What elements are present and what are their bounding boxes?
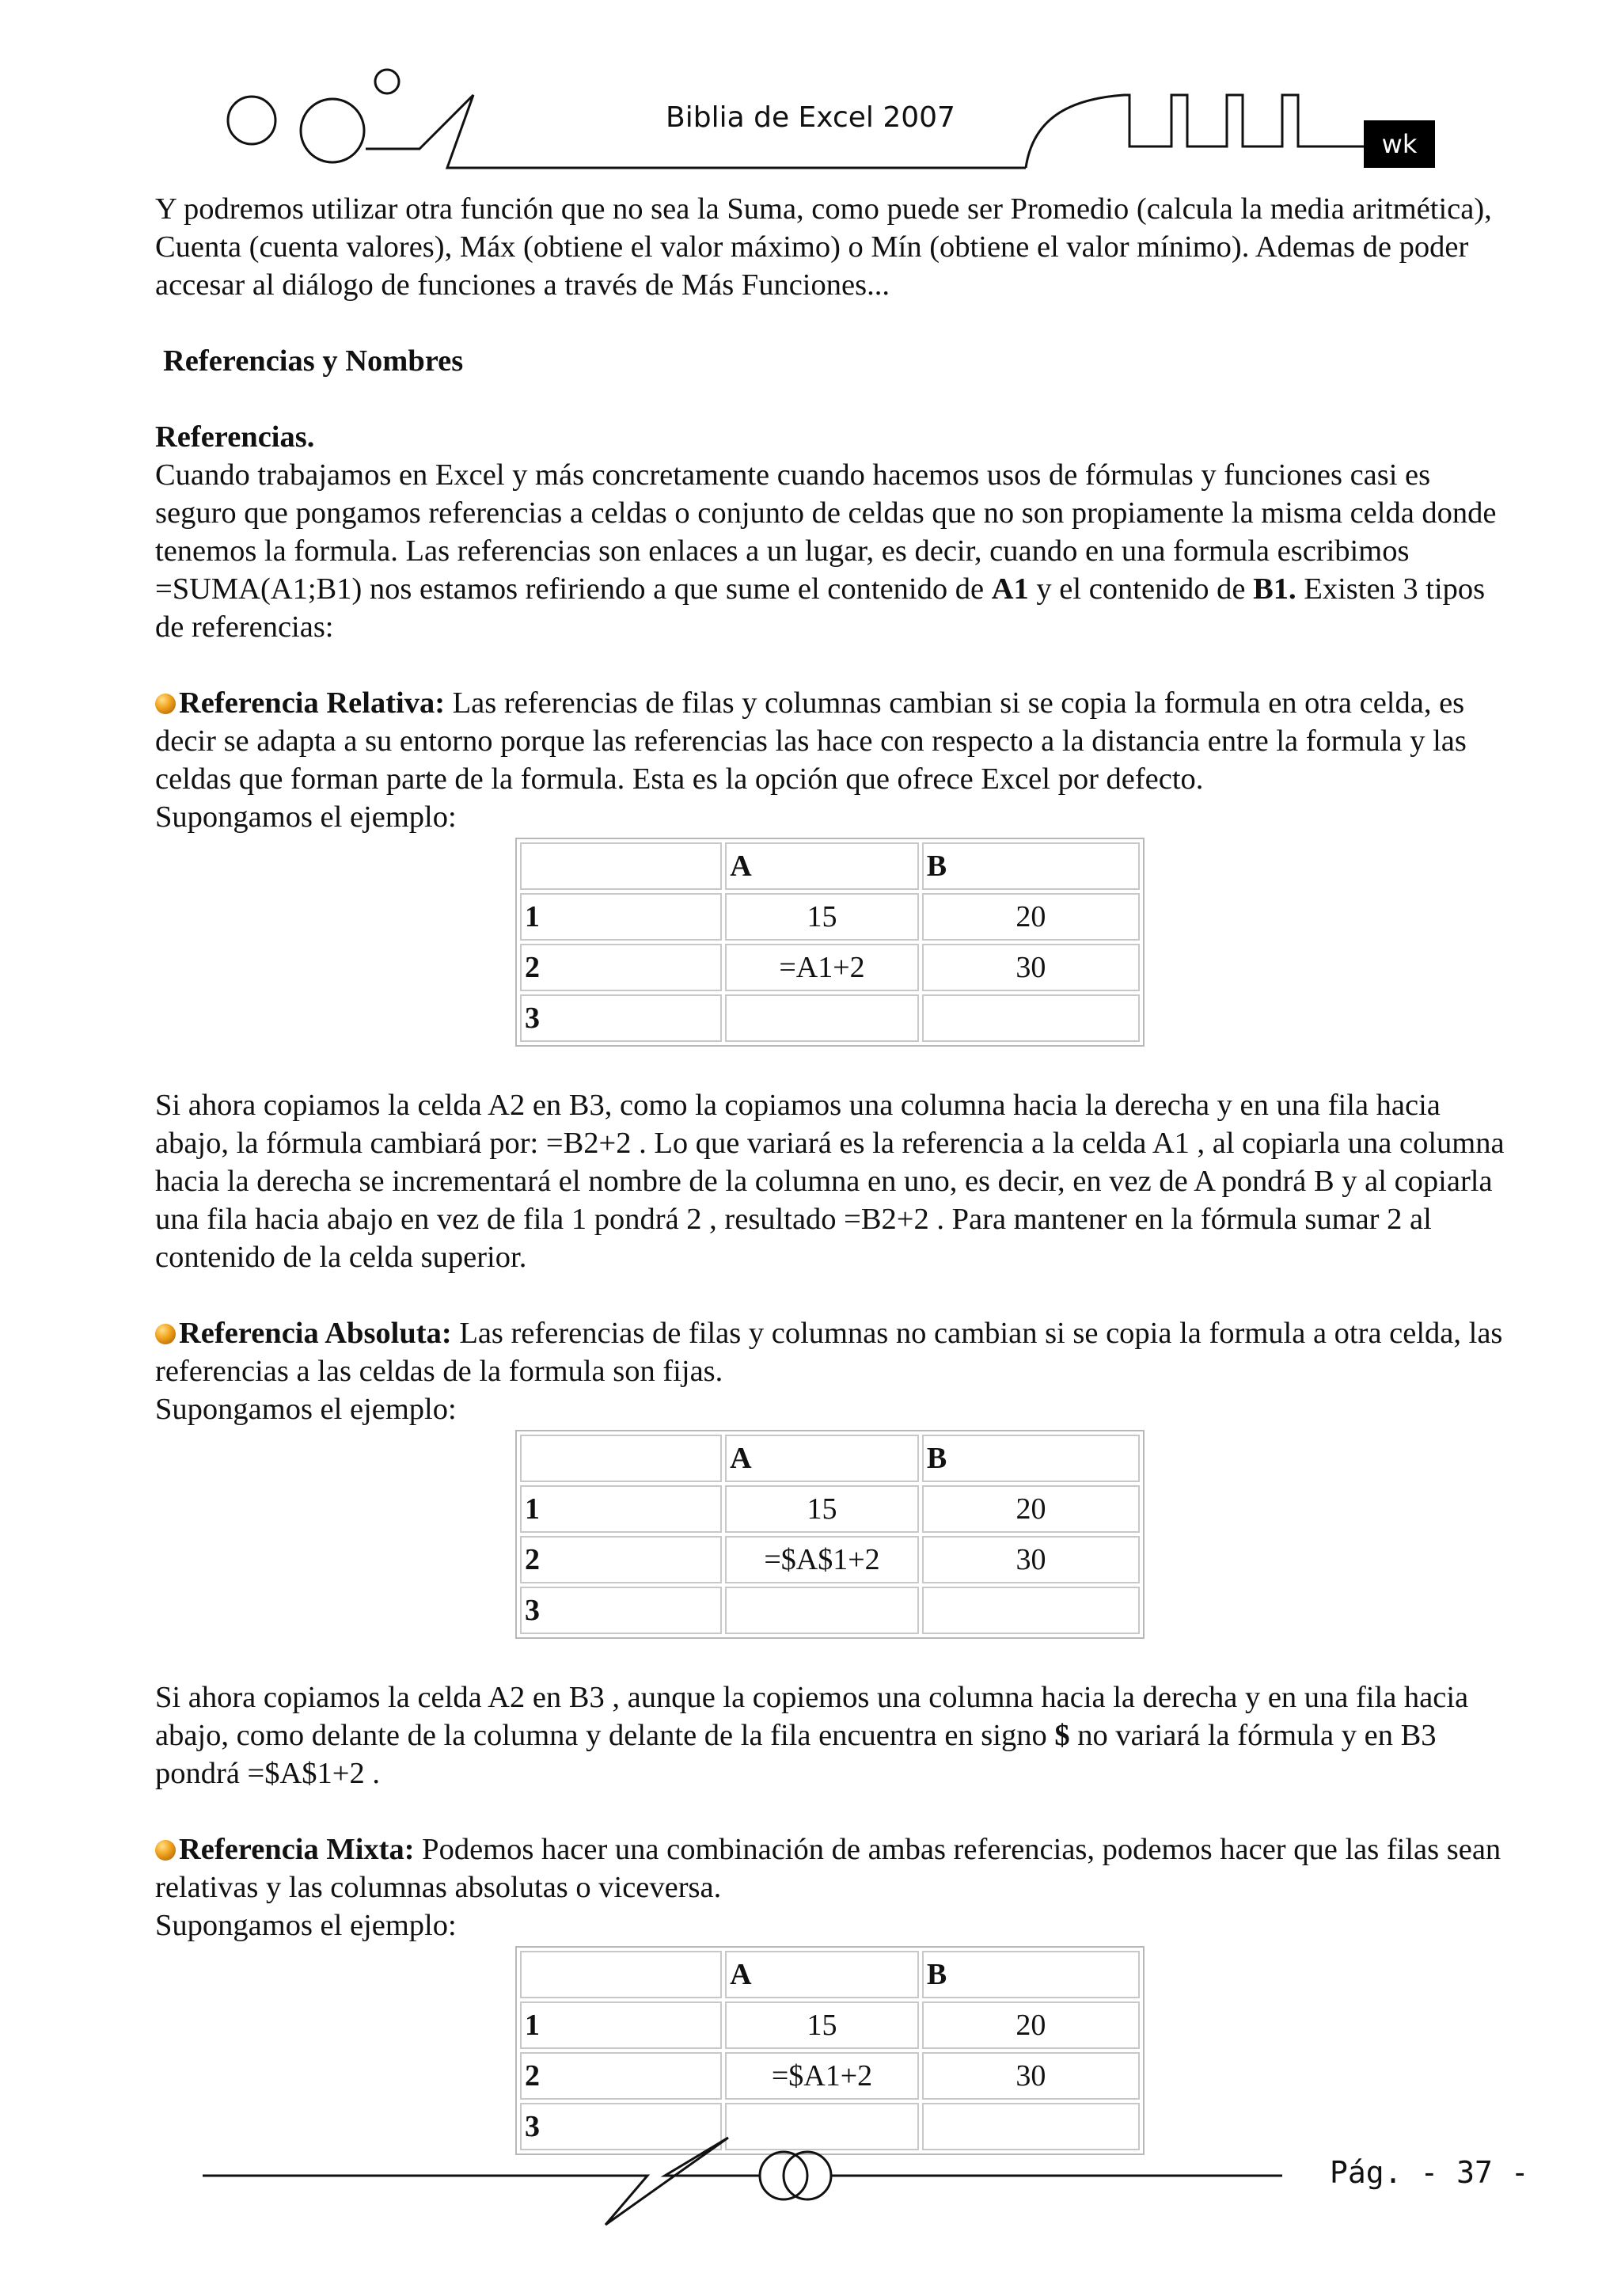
table-cell: =$A1+2 [725,2052,919,2100]
absolute-text: Las referencias de filas y columnas no cambian si se copia la formula a otra celda, las referencias a las celdas de la formula son fijas. [155,1317,1503,1388]
table-row [520,842,1140,890]
table-header-cell: A [725,1435,919,1482]
table-cell: 2 [520,2052,722,2100]
table-header-cell: B [922,1435,1140,1482]
table-cell: =A1+2 [725,944,918,991]
table-cell: 1 [520,1485,722,1533]
relative-label: Referencia Relativa: [179,686,446,720]
absolute-paragraph [155,1314,1517,1390]
mixed-text: Podemos hacer una combinación de ambas referencias, podemos hacer que las filas sean relativas y las columnas absolutas o viceversa. [155,1833,1501,1904]
header-circle-tiny [375,70,399,93]
table-row [520,893,1140,941]
table-cell: 15 [725,2001,919,2049]
table-cell: 15 [725,1485,919,1533]
table-header-cell: B [922,1951,1140,1998]
absolute-after-paragraph [155,1678,1517,1792]
absolute-table-wrap [515,1430,1145,1639]
references-text-2: y el contenido de [1028,572,1254,606]
example-label: Supongamos el ejemplo: [155,1393,457,1426]
table-cell: 30 [922,2052,1140,2100]
table-row [520,1587,1140,1634]
example-label: Supongamos el ejemplo: [155,800,457,834]
table-cell: 1 [520,893,722,941]
wk-badge: wk [1364,120,1435,168]
table-header-cell: B [922,842,1140,890]
subsection-title [155,418,1517,456]
page-number: Pág. - 37 - [1330,2155,1529,2190]
table-cell: 15 [725,893,918,941]
table-row [520,2001,1140,2049]
example-label: Supongamos el ejemplo: [155,1909,457,1942]
table-cell: 3 [520,2103,722,2150]
table-cell: =$A$1+2 [725,1536,919,1583]
table-row [520,994,1140,1042]
table-row [520,2052,1140,2100]
bullet-icon [155,1324,176,1344]
relative-paragraph [155,684,1517,798]
table-header-cell: A [725,842,918,890]
table-header-cell: A [725,1951,919,1998]
table-row [520,1485,1140,1533]
mixed-label: Referencia Mixta: [179,1833,415,1866]
section-title-text: Referencias y Nombres [163,344,464,378]
bullet-icon [155,694,176,714]
table-row [520,1536,1140,1583]
table-row [520,1435,1140,1482]
table-cell [922,1587,1140,1634]
table-cell: 20 [922,1485,1140,1533]
table-cell: 20 [922,893,1140,941]
absolute-table [515,1430,1145,1639]
references-bold-a1: A1 [991,572,1029,606]
table-cell: 1 [520,2001,722,2049]
references-text-1: Cuando trabajamos en Excel y más concretamente cuando hacemos usos de fórmulas y funciones casi es seguro que pongamos referencias a celdas o conjunto de celdas que no son propiamente la misma celda donde tenemos la formula. Las referencias son enlaces a un lugar, es decir, cuando en una formula escribimos =SUMA(A1;B1) nos estamos refiriendo a que sume el contenido de [155,458,1497,606]
table-cell: 3 [520,1587,722,1634]
absolute-after-text-1: Si ahora copiamos la celda A2 en B3 , aunque la copiemos una columna hacia la derecha y en una fila hacia abajo, como delante de la columna y delante de la fila encuentra en signo [155,1681,1469,1752]
intro-paragraph: Y podremos utilizar otra función que no sea la Suma, como puede ser Promedio (calcula la media aritmética), Cuenta (cuenta valores), Máx (obtiene el valor máximo) o Mín (obtiene el valor mínimo). Ademas de poder accesar al diálogo de funciones a través de Más Funciones... [155,192,1492,302]
table-cell: 3 [520,994,722,1042]
table-cell: 30 [922,944,1140,991]
table-cell: 20 [922,2001,1140,2049]
footer-line-left [203,2138,760,2225]
references-paragraph [155,456,1517,646]
bullet-icon [155,1840,176,1861]
table-cell: 2 [520,944,722,991]
header-title: Biblia de Excel 2007 [666,101,955,134]
table-cell [922,994,1140,1042]
table-cell [520,1435,722,1482]
table-row [520,1951,1140,1998]
table-cell: 30 [922,1536,1140,1583]
references-bold-b1: B1. [1253,572,1296,606]
references-text-3: Existen 3 tipos de referencias: [155,572,1486,644]
relative-after-paragraph: Si ahora copiamos la celda A2 en B3, como la copiamos una columna hacia la derecha y en una fila hacia abajo, la fórmula cambiará por: =B2+2 . Lo que variará es la referencia a la celda A1 , al copiarla una columna hacia la derecha se incrementará el nombre de la columna en uno, es decir, en vez de A pondrá B y al copiarla una fila hacia abajo en vez de fila 1 pondrá 2 , resultado =B2+2 . Para mantener en la fórmula sumar 2 al contenido de la celda superior. [155,1089,1505,1274]
table-row [520,944,1140,991]
absolute-after-text-2: no variará la fórmula y en B3 pondrá =$A$1+2 . [155,1719,1437,1790]
dollar-sign-bold: $ [1054,1719,1070,1752]
subsection-title-text: Referencias. [155,420,315,454]
table-cell [725,994,918,1042]
mixed-paragraph [155,1830,1517,1906]
relative-text: Las referencias de filas y columnas cambian si se copia la formula en otra celda, es decir se adapta a su entorno porque las referencias las hace con respecto a la distancia entre la formula y las celdas que forman parte de la formula. Esta es la opción que ofrece Excel por defecto. [155,686,1467,796]
table-cell [725,1587,919,1634]
page-content [155,190,1517,2157]
absolute-label: Referencia Absoluta: [179,1317,452,1350]
section-title [155,342,1517,380]
relative-table-wrap [515,838,1145,1047]
relative-table [515,838,1145,1047]
table-cell [520,842,722,890]
table-cell [520,1951,722,1998]
table-cell: 2 [520,1536,722,1583]
